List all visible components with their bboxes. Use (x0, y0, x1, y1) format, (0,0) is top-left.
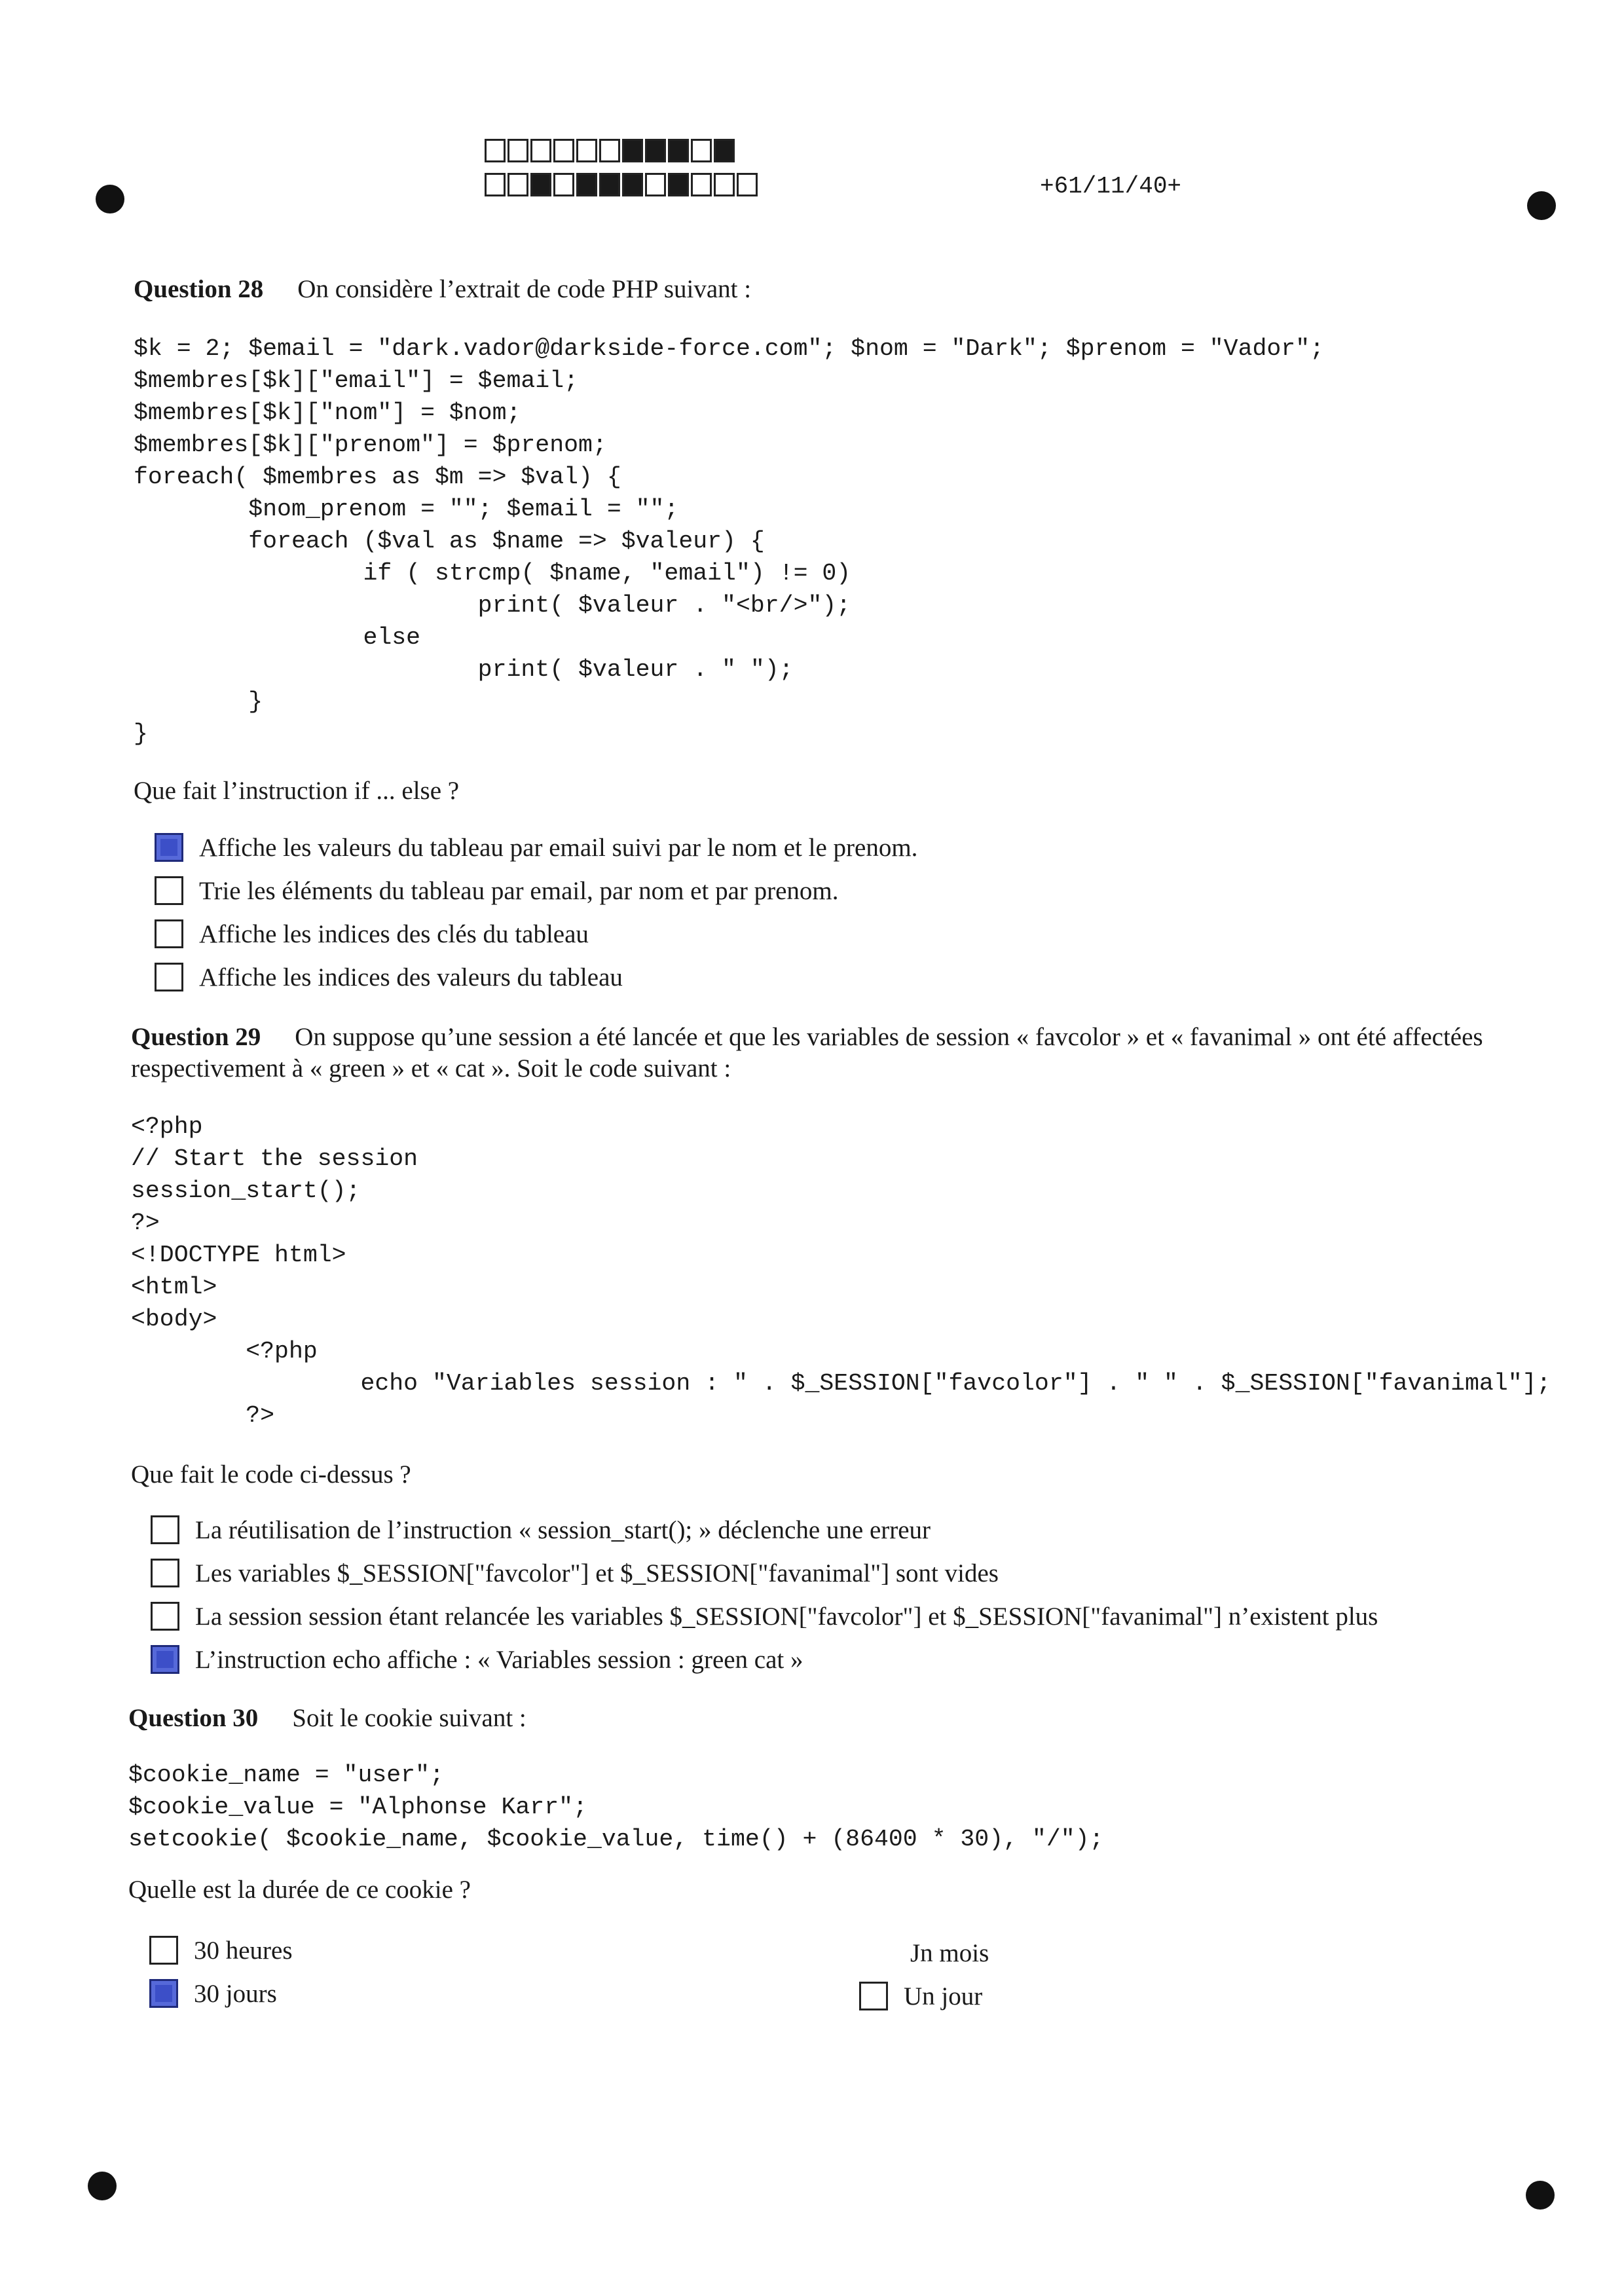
q30-option-2-label: 30 jours (194, 1979, 277, 2008)
barcode-cell (622, 139, 643, 162)
barcode-cell (553, 139, 574, 162)
q28-option-2-checkbox[interactable] (155, 876, 183, 905)
q29-option-4-checkbox[interactable] (151, 1645, 179, 1674)
corner-dot-top-right (1527, 191, 1556, 220)
q30-option-3[interactable] (910, 1936, 989, 1970)
q30-option-1-label: 30 heures (194, 1936, 293, 1965)
barcode-cell (691, 173, 712, 196)
barcode-cell (485, 173, 506, 196)
q29-option-1[interactable] (151, 1513, 931, 1547)
q30-option-2-checkbox[interactable] (149, 1979, 178, 2008)
q28-option-3-label: Affiche les indices des clés du tableau (199, 919, 589, 948)
barcode-cell (599, 139, 620, 162)
barcode-cell (668, 173, 689, 196)
barcode-cell (714, 173, 735, 196)
q30-option-1-checkbox[interactable] (149, 1936, 178, 1965)
q28-intro: On considère l’extrait de code PHP suivant : (297, 275, 752, 303)
q28-header (134, 274, 751, 305)
q30-option-2[interactable] (149, 1976, 277, 2010)
q30-number: Question 30 (128, 1704, 259, 1732)
q29-option-3[interactable] (151, 1599, 1378, 1633)
barcode-cell (599, 173, 620, 196)
barcode-cell (645, 139, 666, 162)
q29-option-1-checkbox[interactable] (151, 1515, 179, 1544)
q30-question: Quelle est la durée de ce cookie ? (128, 1876, 471, 1904)
q29-option-2-checkbox[interactable] (151, 1559, 179, 1587)
q30-code: $cookie_name = "user"; $cookie_value = "Alphonse Karr"; setcookie( $cookie_name, $cookie_value, time() + (86400 * 30), "/"); (128, 1762, 1104, 1853)
barcode-cell (507, 139, 528, 162)
corner-dot-bottom-left (88, 2172, 117, 2200)
q29-number: Question 29 (131, 1023, 261, 1051)
q29-intro: On suppose qu’une session a été lancée et que les variables de session « favcolor » et « favanimal » ont été affectées respectivement à « green » et « cat ». Soit le code suivant : (131, 1023, 1483, 1083)
q28-option-3-checkbox[interactable] (155, 919, 183, 948)
q29-code: <?php // Start the session session_start(); ?> <!DOCTYPE html> <html> <body> <?php echo "Variables session : " . $_SESSION["favcolor"] . " " . $_SESSION["favanimal"]; ?> (131, 1113, 1551, 1429)
header-barcode-top (485, 139, 737, 162)
barcode-cell (576, 173, 597, 196)
barcode-cell (530, 173, 551, 196)
barcode-cell (507, 173, 528, 196)
q29-option-3-checkbox[interactable] (151, 1602, 179, 1631)
barcode-cell (576, 139, 597, 162)
q29-option-3-label: La session session étant relancée les variables $_SESSION["favcolor"] et $_SESSION["favanimal"] n’existent plus (195, 1602, 1378, 1631)
exam-id: +61/11/40+ (1040, 173, 1182, 200)
q30-header (128, 1703, 526, 1734)
q29-option-2-label: Les variables $_SESSION["favcolor"] et $_SESSION["favanimal"] sont vides (195, 1559, 999, 1587)
corner-dot-bottom-right (1526, 2181, 1555, 2210)
q30-intro: Soit le cookie suivant : (292, 1704, 526, 1732)
q28-code: $k = 2; $email = "dark.vador@darkside-force.com"; $nom = "Dark"; $prenom = "Vador"; $membres[$k]["email"] = $email; $membres[$k]["nom"] = $nom; $membres[$k]["prenom"] = $prenom; foreach( $membres as $m => $val) { $nom_prenom = ""; $email = ""; foreach ($val as $name => $valeur) { if ( strcmp( $name, "email") != 0) print( $valeur . "<br/>"); else print( $valeur . " "); } } (134, 335, 1324, 747)
barcode-cell (691, 139, 712, 162)
corner-dot-top-left (96, 185, 124, 213)
q28-option-2-label: Trie les éléments du tableau par email, par nom et par prenom. (199, 876, 839, 905)
q28-option-3[interactable] (155, 917, 589, 951)
q30-option-4-label: Un jour (904, 1982, 983, 2010)
q29-option-2[interactable] (151, 1556, 999, 1590)
q29-header (131, 1022, 1532, 1084)
q28-option-4-checkbox[interactable] (155, 963, 183, 991)
q29-option-4[interactable] (151, 1642, 803, 1676)
q30-option-1[interactable] (149, 1933, 293, 1967)
q28-option-2[interactable] (155, 874, 839, 908)
barcode-cell (737, 173, 758, 196)
q28-question: Que fait l’instruction if ... else ? (134, 777, 460, 805)
barcode-cell (645, 173, 666, 196)
q28-option-1-checkbox[interactable] (155, 833, 183, 862)
q28-option-1[interactable] (155, 830, 917, 864)
barcode-cell (622, 173, 643, 196)
q28-option-4-label: Affiche les indices des valeurs du tableau (199, 963, 623, 991)
q30-option-4[interactable] (859, 1979, 982, 2013)
q28-option-4[interactable] (155, 960, 623, 994)
q30-option-3-label: Jn mois (910, 1938, 989, 1967)
q30-option-4-checkbox[interactable] (859, 1982, 888, 2010)
q28-option-1-label: Affiche les valeurs du tableau par email suivi par le nom et le prenom. (199, 833, 918, 862)
q28-number: Question 28 (134, 275, 264, 303)
barcode-cell (668, 139, 689, 162)
barcode-cell (485, 139, 506, 162)
header-barcode-bottom (485, 173, 760, 196)
q29-option-1-label: La réutilisation de l’instruction « session_start(); » déclenche une erreur (195, 1515, 931, 1544)
q29-question: Que fait le code ci-dessus ? (131, 1460, 411, 1489)
barcode-cell (530, 139, 551, 162)
barcode-cell (553, 173, 574, 196)
barcode-cell (714, 139, 735, 162)
q29-option-4-label: L’instruction echo affiche : « Variables session : green cat » (195, 1645, 803, 1674)
